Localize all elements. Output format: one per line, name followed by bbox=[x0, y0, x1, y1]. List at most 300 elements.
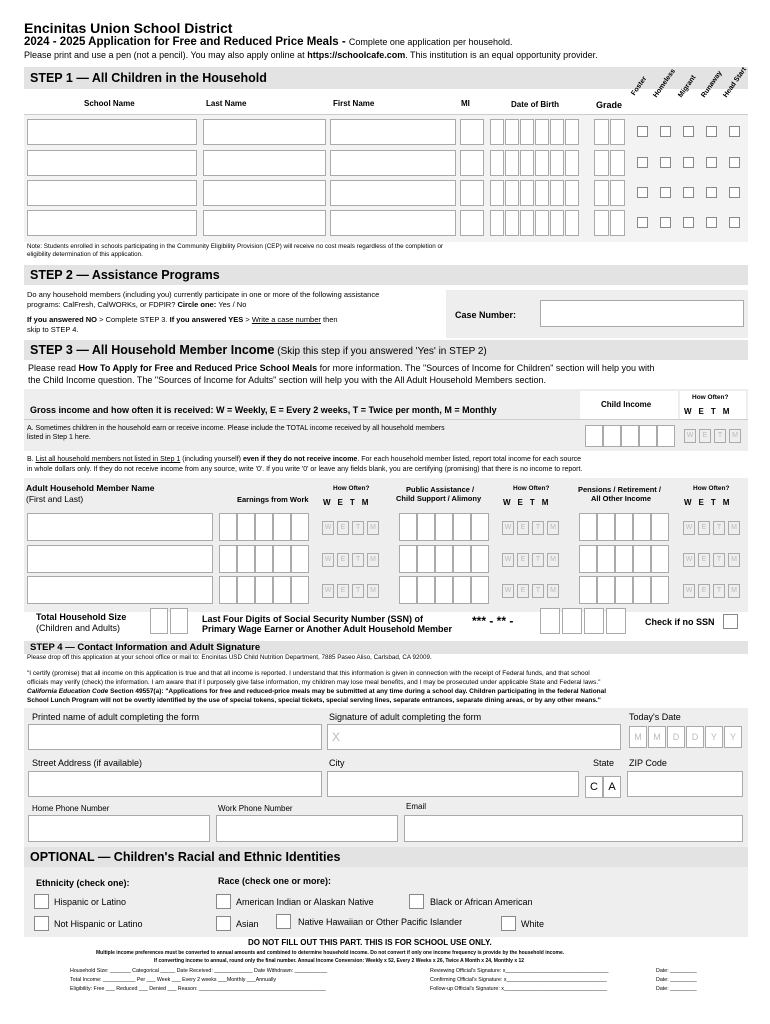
today-date-cell[interactable]: M bbox=[629, 726, 647, 748]
b1a: B. bbox=[27, 456, 36, 463]
first-last-label: (First and Last) bbox=[26, 494, 84, 504]
public-e-box[interactable]: E bbox=[517, 521, 529, 535]
form-title bbox=[24, 36, 513, 48]
public-assistance-digit[interactable] bbox=[453, 576, 471, 604]
pension-digit[interactable] bbox=[615, 513, 633, 541]
ssn-mask: *** - ** - bbox=[472, 614, 514, 628]
yes-no[interactable]: Yes / No bbox=[218, 300, 247, 309]
child-dob-digit[interactable] bbox=[550, 150, 564, 176]
earnings-digit[interactable] bbox=[273, 576, 291, 604]
earnings-e-box[interactable]: E bbox=[337, 584, 349, 598]
step4-title: STEP 4 — Contact Information and Adult Signature bbox=[30, 642, 261, 653]
child-dob-digit[interactable] bbox=[565, 210, 579, 236]
ed-code: California Education Code bbox=[27, 688, 109, 695]
cep-note: Note: Students enrolled in schools participating in the Community Eligibility Provision (CEP) will receive no cost meals regardless of the completion or eligibility determination of this application. bbox=[27, 243, 444, 258]
earnings-how-often: How Often? bbox=[333, 485, 370, 492]
public-assistance-digit[interactable] bbox=[435, 576, 453, 604]
schoolcafe-link[interactable]: https://schoolcafe.com bbox=[307, 50, 406, 60]
asian-label: Asian bbox=[236, 919, 259, 929]
step3-note: (Skip this step if you answered 'Yes' in STEP 2) bbox=[274, 346, 487, 357]
col-last-name: Last Name bbox=[206, 99, 247, 108]
adult-name-field[interactable] bbox=[27, 513, 213, 541]
printed-name-field[interactable] bbox=[28, 724, 322, 750]
office-line-1: Multiple income preferences must be converted to annual amounts and combined to determine household income. Do not convert if only one income frequency is provide by the household income. bbox=[96, 950, 565, 956]
child-flag-checkbox[interactable] bbox=[729, 217, 740, 228]
step3-intro-1 bbox=[28, 363, 654, 373]
gross-income-line: Gross income and how often it is received: W = Weekly, E = Every 2 weeks, T = Twice per month, M = Monthly bbox=[30, 405, 497, 415]
step3-header bbox=[24, 340, 748, 360]
child-flag-checkbox[interactable] bbox=[729, 187, 740, 198]
earnings-digit[interactable] bbox=[237, 576, 255, 604]
col-grade: Grade bbox=[596, 100, 623, 110]
earnings-digit[interactable] bbox=[255, 513, 273, 541]
child-flag-checkbox[interactable] bbox=[637, 126, 648, 137]
child-income-w-box[interactable]: W bbox=[684, 429, 696, 443]
child-flag-checkbox[interactable] bbox=[660, 217, 671, 228]
public-assistance-digit[interactable] bbox=[435, 545, 453, 573]
child-flag-checkbox[interactable] bbox=[683, 126, 694, 137]
public-t-box[interactable]: T bbox=[532, 521, 544, 535]
b1b: List all household members not listed in Step 1 bbox=[35, 456, 181, 463]
header-instructions bbox=[24, 50, 598, 60]
today-date-cell[interactable]: D bbox=[667, 726, 685, 748]
child-income-m-box[interactable]: M bbox=[729, 429, 741, 443]
q2-text: programs: CalFresh, CalWORKs, or FDPIR? bbox=[27, 300, 176, 309]
child-income-e-box[interactable]: E bbox=[699, 429, 711, 443]
public-t-box[interactable]: T bbox=[532, 584, 544, 598]
size-box-2[interactable] bbox=[170, 608, 188, 634]
child-dob-digit[interactable] bbox=[505, 210, 519, 236]
earnings-w-box[interactable]: W bbox=[322, 521, 334, 535]
earnings-m-box[interactable]: M bbox=[367, 553, 379, 567]
child-dob-digit[interactable] bbox=[490, 119, 504, 145]
pension-e-box[interactable]: E bbox=[698, 521, 710, 535]
public-w-box[interactable]: W bbox=[502, 553, 514, 567]
public-w-box[interactable]: W bbox=[502, 584, 514, 598]
pension-m-box[interactable]: M bbox=[728, 553, 740, 567]
cert-line-3 bbox=[27, 688, 606, 695]
child-school-name-field[interactable] bbox=[27, 119, 197, 145]
pension-digit[interactable] bbox=[615, 545, 633, 573]
pension-w-box[interactable]: W bbox=[683, 584, 695, 598]
child-flag-checkbox[interactable] bbox=[660, 157, 671, 168]
today-date-cell[interactable]: D bbox=[686, 726, 704, 748]
flag-migrant: Migrant bbox=[677, 74, 698, 99]
child-income-digit[interactable] bbox=[657, 425, 675, 447]
child-flag-checkbox[interactable] bbox=[683, 157, 694, 168]
child-first-name-field[interactable] bbox=[330, 180, 456, 206]
pension-m-box[interactable]: M bbox=[728, 521, 740, 535]
step2-header bbox=[24, 265, 748, 285]
ssn-label-2: Primary Wage Earner or Another Adult Household Member bbox=[202, 624, 453, 634]
child-flag-checkbox[interactable] bbox=[660, 126, 671, 137]
child-flag-checkbox[interactable] bbox=[729, 126, 740, 137]
pension-digit[interactable] bbox=[597, 545, 615, 573]
q3d: > bbox=[243, 315, 252, 324]
step1-title: STEP 1 — All Children in the Household bbox=[30, 71, 267, 85]
no-ssn-label: Check if no SSN bbox=[645, 617, 715, 627]
child-support-label: Child Support / Alimony bbox=[396, 494, 482, 503]
earnings-digit[interactable] bbox=[237, 513, 255, 541]
child-income-label: Child Income bbox=[601, 400, 652, 409]
pension-t-box[interactable]: T bbox=[713, 521, 725, 535]
child-last-name-field[interactable] bbox=[203, 180, 326, 206]
office-line-2: If converting income to annual, round only the final number. Annual Income Conversion: Weekly x 52, Every 2 Weeks x 26, Twice A Month x 24, Monthly x 12 bbox=[154, 958, 525, 964]
hispanic-checkbox[interactable] bbox=[34, 894, 49, 909]
ethnicity-label: Ethnicity (check one): bbox=[36, 878, 130, 888]
cert-line-1: "I certify (promise) that all income on this application is true and that all income is reported. I understand that this information is given in connection with the receipt of Federal funds, and that school bbox=[27, 670, 590, 677]
adult-name-label: Adult Household Member Name bbox=[26, 483, 155, 493]
child-grade-digit[interactable] bbox=[610, 180, 625, 206]
child-income-digit[interactable] bbox=[585, 425, 603, 447]
black-checkbox[interactable] bbox=[409, 894, 424, 909]
earnings-m-box[interactable]: M bbox=[367, 584, 379, 598]
child-dob-digit[interactable] bbox=[520, 210, 534, 236]
public-assistance-digit[interactable] bbox=[453, 545, 471, 573]
children-adults-label: (Children and Adults) bbox=[36, 623, 121, 633]
earnings-t-box[interactable]: T bbox=[352, 521, 364, 535]
step2-question-2 bbox=[27, 300, 246, 309]
cert-line-4: School Lunch Program will not be overtly identified by the use of special tokens, special tickets, special serving lines, separate entrances, separate dining areas, or by any other means." bbox=[27, 697, 601, 704]
flag-homeless: Homeless bbox=[652, 67, 677, 99]
state-char-1[interactable]: C bbox=[585, 776, 603, 798]
child-dob-digit[interactable] bbox=[520, 119, 534, 145]
child-dob-digit[interactable] bbox=[490, 210, 504, 236]
child-grade-digit[interactable] bbox=[610, 150, 625, 176]
child-flag-checkbox[interactable] bbox=[637, 217, 648, 228]
child-school-name-field[interactable] bbox=[27, 180, 197, 206]
q3b: > Complete STEP 3. bbox=[97, 315, 170, 324]
work-phone-label: Work Phone Number bbox=[218, 804, 293, 813]
asian-checkbox[interactable] bbox=[216, 916, 231, 931]
child-grade-digit[interactable] bbox=[594, 119, 609, 145]
flag-runaway: Runaway bbox=[700, 69, 724, 99]
native-label: American Indian or Alaskan Native bbox=[236, 897, 374, 907]
b1c: (including yourself) bbox=[180, 456, 243, 463]
optional-title: OPTIONAL — Children's Racial and Ethnic Identities bbox=[30, 850, 341, 864]
child-grade-digit[interactable] bbox=[594, 150, 609, 176]
pension-digit[interactable] bbox=[579, 576, 597, 604]
child-flag-checkbox[interactable] bbox=[706, 187, 717, 198]
child-dob-digit[interactable] bbox=[505, 180, 519, 206]
white-checkbox[interactable] bbox=[501, 916, 516, 931]
native-checkbox[interactable] bbox=[216, 894, 231, 909]
pension-digit[interactable] bbox=[579, 513, 597, 541]
earnings-digit[interactable] bbox=[291, 545, 309, 573]
child-dob-digit[interactable] bbox=[565, 180, 579, 206]
earnings-digit[interactable] bbox=[291, 576, 309, 604]
state-label: State bbox=[593, 758, 615, 768]
child-grade-digit[interactable] bbox=[610, 210, 625, 236]
q3e: Write a case number bbox=[251, 315, 321, 324]
section-a-text-1: A. Sometimes children in the household earn or receive income. Please include the TOTAL income received by all household members bbox=[27, 425, 445, 432]
section-b-text-2: in whole dollars only. If they do not receive income from any source, write '0'. If you write '0' or leave any fields blank, you are certifying (promising) that there is no income to report. bbox=[27, 466, 583, 473]
step3-title: STEP 3 — All Household Member Income bbox=[30, 343, 275, 357]
email-label: Email bbox=[406, 802, 427, 811]
public-w-box[interactable]: W bbox=[502, 521, 514, 535]
child-dob-digit[interactable] bbox=[535, 119, 549, 145]
public-m-box[interactable]: M bbox=[547, 553, 559, 567]
earnings-digit[interactable] bbox=[255, 576, 273, 604]
child-flag-checkbox[interactable] bbox=[683, 187, 694, 198]
child-dob-digit[interactable] bbox=[550, 180, 564, 206]
child-dob-digit[interactable] bbox=[535, 150, 549, 176]
q3c: If you answered YES bbox=[169, 315, 244, 324]
earnings-e-box[interactable]: E bbox=[337, 553, 349, 567]
b1d: even if they do not receive income bbox=[242, 456, 358, 463]
step2-question-3 bbox=[27, 315, 338, 324]
race-label: Race (check one or more): bbox=[218, 876, 332, 886]
col-school-name: School Name bbox=[84, 99, 135, 108]
child-mi-field[interactable] bbox=[460, 210, 484, 236]
child-flag-checkbox[interactable] bbox=[637, 187, 648, 198]
pension-digit[interactable] bbox=[633, 545, 651, 573]
public-m-box[interactable]: M bbox=[547, 521, 559, 535]
public-assistance-digit[interactable] bbox=[399, 513, 417, 541]
public-assistance-digit[interactable] bbox=[453, 513, 471, 541]
earnings-w-box[interactable]: W bbox=[322, 584, 334, 598]
signature-field[interactable]: X bbox=[327, 724, 621, 750]
child-flag-checkbox[interactable] bbox=[706, 157, 717, 168]
child-flag-checkbox[interactable] bbox=[660, 187, 671, 198]
pension-digit[interactable] bbox=[597, 513, 615, 541]
pension-m-box[interactable]: M bbox=[728, 584, 740, 598]
child-last-name-field[interactable] bbox=[203, 150, 326, 176]
earnings-digit[interactable] bbox=[291, 513, 309, 541]
child-dob-digit[interactable] bbox=[535, 210, 549, 236]
child-first-name-field[interactable] bbox=[330, 150, 456, 176]
child-flag-checkbox[interactable] bbox=[637, 157, 648, 168]
public-assistance-digit[interactable] bbox=[399, 545, 417, 573]
public-wetm: WETM bbox=[503, 498, 556, 507]
pension-digit[interactable] bbox=[633, 576, 651, 604]
child-income-digit[interactable] bbox=[621, 425, 639, 447]
child-dob-digit[interactable] bbox=[565, 119, 579, 145]
pension-digit[interactable] bbox=[597, 576, 615, 604]
zip-field[interactable] bbox=[627, 771, 743, 797]
zip-label: ZIP Code bbox=[629, 758, 667, 768]
office-eligibility: Eligibility: Free ___ Reduced ___ Denied ___ Reason: ___________________________________________ bbox=[70, 986, 326, 992]
pension-w-box[interactable]: W bbox=[683, 553, 695, 567]
signature-label: Signature of adult completing the form bbox=[329, 712, 482, 722]
col-first-name: First Name bbox=[333, 99, 375, 108]
office-confirming-sig: Confirming Official's Signature: x__________________________________ bbox=[430, 977, 607, 983]
step2-title: STEP 2 — Assistance Programs bbox=[30, 268, 220, 282]
email-field[interactable] bbox=[404, 815, 743, 842]
office-use-title: DO NOT FILL OUT THIS PART. THIS IS FOR SCHOOL USE ONLY. bbox=[248, 938, 492, 947]
cert-line-2: officials may verify (check) the information. I am aware that if I purposely give false information, my children may lose meal benefits, and I may be prosecuted under applicable State and Federal laws." bbox=[27, 679, 601, 686]
instr-b: . This institution is an equal opportunity provider. bbox=[405, 50, 598, 60]
ssn-digit-2[interactable] bbox=[562, 608, 582, 634]
earnings-label: Earnings from Work bbox=[237, 495, 309, 504]
public-assistance-digit[interactable] bbox=[471, 545, 489, 573]
case-number-field[interactable] bbox=[540, 300, 744, 327]
child-first-name-field[interactable] bbox=[330, 210, 456, 236]
step4-header bbox=[24, 641, 748, 654]
city-label: City bbox=[329, 758, 345, 768]
child-last-name-field[interactable] bbox=[203, 119, 326, 145]
earnings-m-box[interactable]: M bbox=[367, 521, 379, 535]
pension-t-box[interactable]: T bbox=[713, 584, 725, 598]
earnings-wetm: WETM bbox=[323, 498, 376, 507]
q3f: then bbox=[320, 315, 338, 324]
earnings-t-box[interactable]: T bbox=[352, 553, 364, 567]
step2-question-4: skip to STEP 4. bbox=[27, 325, 79, 334]
flag-head-start: Head Start bbox=[722, 66, 749, 99]
work-phone-field[interactable] bbox=[216, 815, 398, 842]
child-mi-field[interactable] bbox=[460, 150, 484, 176]
earnings-digit[interactable] bbox=[219, 545, 237, 573]
office-followup-sig: Follow-up Official's Signature: x___________________________________ bbox=[430, 986, 608, 992]
office-date-2: Date: _________ bbox=[656, 977, 697, 983]
child-wetm-header: WETM bbox=[684, 407, 737, 416]
black-label: Black or African American bbox=[430, 897, 533, 907]
child-dob-digit[interactable] bbox=[520, 150, 534, 176]
public-how-often: How Often? bbox=[513, 485, 550, 492]
pensions-how-often: How Often? bbox=[693, 485, 730, 492]
public-t-box[interactable]: T bbox=[532, 553, 544, 567]
child-dob-digit[interactable] bbox=[490, 150, 504, 176]
earnings-digit[interactable] bbox=[237, 545, 255, 573]
child-dob-digit[interactable] bbox=[490, 180, 504, 206]
hispanic-label: Hispanic or Latino bbox=[54, 897, 127, 907]
earnings-digit[interactable] bbox=[273, 513, 291, 541]
child-dob-digit[interactable] bbox=[550, 119, 564, 145]
public-assistance-digit[interactable] bbox=[399, 576, 417, 604]
child-dob-digit[interactable] bbox=[550, 210, 564, 236]
earnings-digit[interactable] bbox=[273, 545, 291, 573]
child-income-digit[interactable] bbox=[639, 425, 657, 447]
q3a: If you answered NO bbox=[27, 315, 98, 324]
today-date-cell[interactable]: M bbox=[648, 726, 666, 748]
pension-e-box[interactable]: E bbox=[698, 584, 710, 598]
child-grade-digit[interactable] bbox=[594, 210, 609, 236]
instr-a: Please print and use a pen (not a pencil). You may also apply online at bbox=[24, 50, 308, 60]
office-date-1: Date: _________ bbox=[656, 968, 697, 974]
ssn-digit-4[interactable] bbox=[606, 608, 626, 634]
pension-t-box[interactable]: T bbox=[713, 553, 725, 567]
other-income-label: All Other Income bbox=[591, 494, 652, 503]
child-dob-digit[interactable] bbox=[520, 180, 534, 206]
public-assistance-digit[interactable] bbox=[471, 513, 489, 541]
child-income-t-box[interactable]: T bbox=[714, 429, 726, 443]
ssn-digit-1[interactable] bbox=[540, 608, 560, 634]
public-e-box[interactable]: E bbox=[517, 584, 529, 598]
home-phone-label: Home Phone Number bbox=[32, 804, 110, 813]
no-ssn-checkbox[interactable] bbox=[723, 614, 738, 629]
child-last-name-field[interactable] bbox=[203, 210, 326, 236]
step3-intro-2: the Child Income question. The "Sources of Income for Adults" section will help you with the All Adult Household Members section. bbox=[28, 375, 546, 385]
col-mi: MI bbox=[461, 99, 470, 108]
street-field[interactable] bbox=[28, 771, 322, 797]
child-how-often: How Often? bbox=[692, 394, 729, 401]
pension-w-box[interactable]: W bbox=[683, 521, 695, 535]
printed-name-label: Printed name of adult completing the form bbox=[32, 712, 200, 722]
today-date-cell[interactable]: Y bbox=[724, 726, 742, 748]
office-date-3: Date: _________ bbox=[656, 986, 697, 992]
pension-digit[interactable] bbox=[633, 513, 651, 541]
circle-one: Circle one: bbox=[175, 300, 219, 309]
child-school-name-field[interactable] bbox=[27, 210, 197, 236]
child-dob-digit[interactable] bbox=[505, 119, 519, 145]
adult-name-field[interactable] bbox=[27, 576, 213, 604]
ssn-label-1: Last Four Digits of Social Security Number (SSN) of bbox=[202, 614, 424, 624]
public-m-box[interactable]: M bbox=[547, 584, 559, 598]
pension-digit[interactable] bbox=[651, 513, 669, 541]
today-date-cell[interactable]: Y bbox=[705, 726, 723, 748]
child-dob-digit[interactable] bbox=[565, 150, 579, 176]
form-title-tail: Complete one application per household. bbox=[348, 37, 513, 47]
child-income-digit[interactable] bbox=[603, 425, 621, 447]
home-phone-field[interactable] bbox=[28, 815, 210, 842]
pension-digit[interactable] bbox=[651, 576, 669, 604]
earnings-w-box[interactable]: W bbox=[322, 553, 334, 567]
child-flag-checkbox[interactable] bbox=[683, 217, 694, 228]
public-assistance-digit[interactable] bbox=[417, 513, 435, 541]
child-flag-checkbox[interactable] bbox=[729, 157, 740, 168]
child-grade-digit[interactable] bbox=[610, 119, 625, 145]
white-label: White bbox=[521, 919, 545, 929]
ssn-digit-3[interactable] bbox=[584, 608, 604, 634]
pension-digit[interactable] bbox=[651, 545, 669, 573]
public-e-box[interactable]: E bbox=[517, 553, 529, 567]
public-assistance-digit[interactable] bbox=[471, 576, 489, 604]
form-title-main: 2024 - 2025 Application for Free and Reduced Price Meals - bbox=[24, 36, 349, 48]
col-dob: Date of Birth bbox=[511, 100, 559, 109]
not-hispanic-checkbox[interactable] bbox=[34, 916, 49, 931]
public-assistance-digit[interactable] bbox=[435, 513, 453, 541]
state-char-2[interactable]: A bbox=[603, 776, 621, 798]
earnings-t-box[interactable]: T bbox=[352, 584, 364, 598]
earnings-digit[interactable] bbox=[219, 513, 237, 541]
public-assistance-digit[interactable] bbox=[417, 576, 435, 604]
case-number-label: Case Number: bbox=[455, 310, 517, 320]
flag-foster: Foster bbox=[630, 75, 649, 97]
pension-e-box[interactable]: E bbox=[698, 553, 710, 567]
adult-name-field[interactable] bbox=[27, 545, 213, 573]
child-grade-digit[interactable] bbox=[594, 180, 609, 206]
child-dob-digit[interactable] bbox=[535, 180, 549, 206]
district-name: Encinitas Union School District bbox=[24, 20, 233, 36]
child-mi-field[interactable] bbox=[460, 119, 484, 145]
earnings-e-box[interactable]: E bbox=[337, 521, 349, 535]
child-flag-checkbox[interactable] bbox=[706, 126, 717, 137]
mail-instructions: Please drop off this application at your school office or mail to: Encinitas USD Child Nutrition Department, 7885 Paseo Aliso, Carlsbad, CA 92009. bbox=[27, 654, 432, 661]
child-mi-field[interactable] bbox=[460, 180, 484, 206]
child-flag-checkbox[interactable] bbox=[706, 217, 717, 228]
size-box-1[interactable] bbox=[150, 608, 168, 634]
pensions-label: Pensions / Retirement / bbox=[578, 485, 661, 494]
intro-a: Please read bbox=[28, 363, 79, 373]
earnings-digit[interactable] bbox=[255, 545, 273, 573]
city-field[interactable] bbox=[327, 771, 579, 797]
child-school-name-field[interactable] bbox=[27, 150, 197, 176]
earnings-digit[interactable] bbox=[219, 576, 237, 604]
section-b-text-1 bbox=[27, 456, 581, 463]
optional-header bbox=[24, 847, 748, 867]
today-label: Today's Date bbox=[629, 712, 681, 722]
child-dob-digit[interactable] bbox=[505, 150, 519, 176]
pension-digit[interactable] bbox=[579, 545, 597, 573]
child-first-name-field[interactable] bbox=[330, 119, 456, 145]
b1e: . For each household member listed, report total income for each source bbox=[357, 456, 582, 463]
pension-digit[interactable] bbox=[615, 576, 633, 604]
intro-c: for more information. The "Sources of Income for Children" section will help you with bbox=[317, 363, 655, 373]
pacific-label: Native Hawaiian or Other Pacific Islander bbox=[298, 917, 463, 927]
public-assistance-digit[interactable] bbox=[417, 545, 435, 573]
pacific-checkbox[interactable] bbox=[276, 914, 291, 929]
office-reviewing-sig: Reviewing Official's Signature: x___________________________________ bbox=[430, 968, 609, 974]
